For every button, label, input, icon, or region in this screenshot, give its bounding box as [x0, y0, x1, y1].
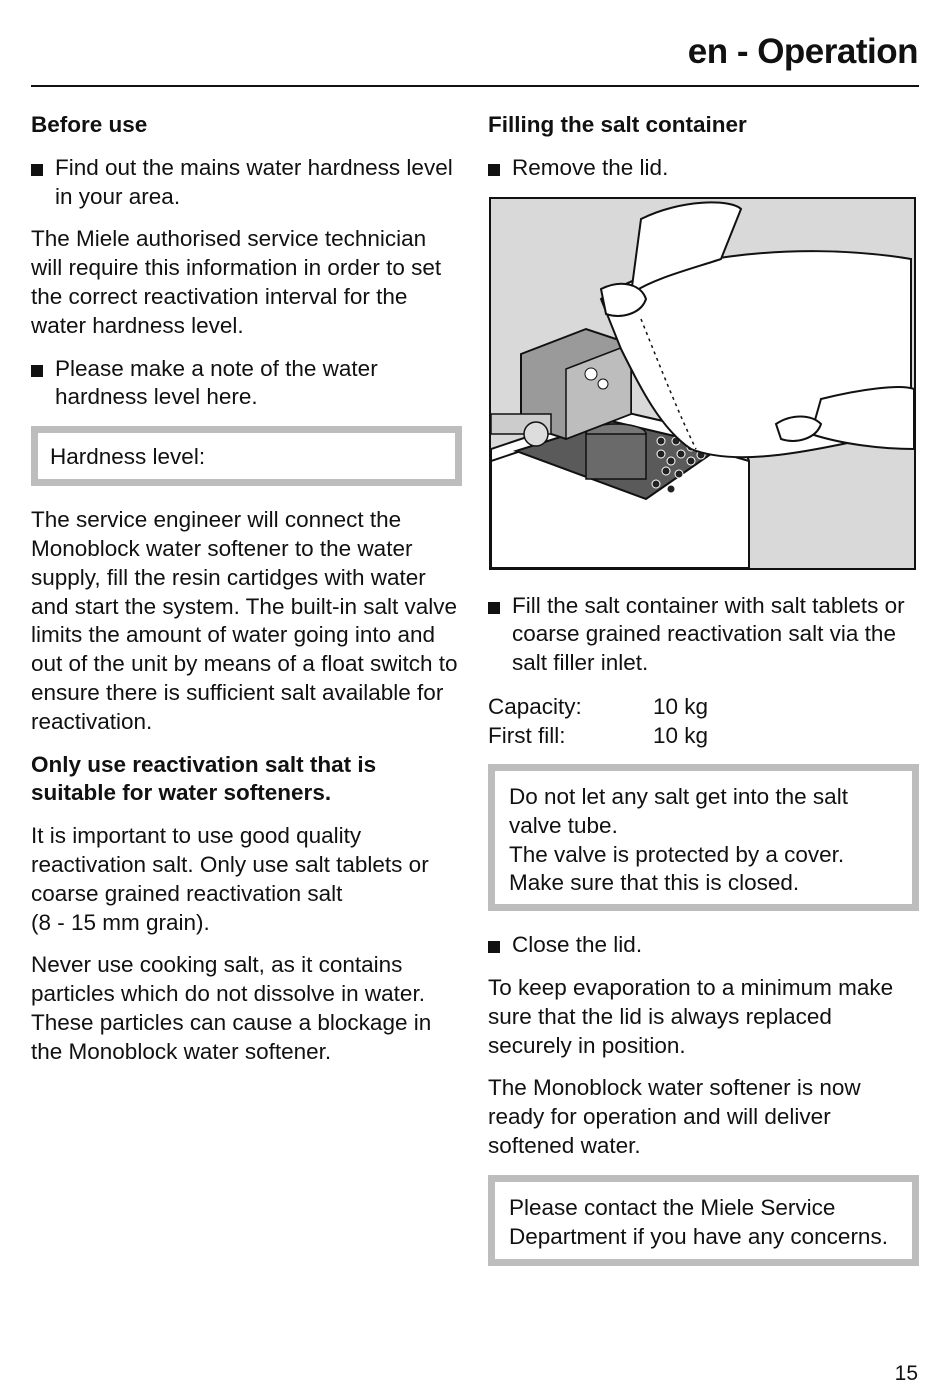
- evaporation-paragraph: To keep evaporation to a minimum make sure that the lid is always replaced securely in position.: [488, 974, 894, 1058]
- contact-service-box: [488, 1175, 919, 1267]
- bullet-square-icon: [488, 164, 500, 176]
- page-number: 15: [894, 1362, 918, 1385]
- capacity-specs: [488, 692, 920, 750]
- warning-text-line1: Do not let any salt get into the salt valve tube.: [509, 783, 848, 838]
- grain-size-text: (8 - 15 mm grain).: [31, 909, 210, 935]
- bullet-square-icon: [488, 941, 500, 953]
- spec-value: 10 kg: [653, 722, 709, 748]
- bullet-text: Please make a note of the water hardness level here.: [55, 355, 378, 410]
- technician-paragraph: The Miele authorised service technician will require this information in order to set the correct reactivation interval for the water hardness level.: [31, 226, 442, 338]
- bullet-square-icon: [31, 365, 43, 377]
- salt-quality-paragraph: [31, 822, 463, 937]
- contact-text: Please contact the Miele Service Department if you have any concerns.: [509, 1194, 888, 1249]
- page-section-title: en - Operation: [687, 32, 918, 71]
- hardness-level-label: Hardness level:: [50, 444, 206, 470]
- bullet-remove-lid: [488, 154, 920, 183]
- bullet-square-icon: [488, 602, 500, 614]
- salt-valve-warning-box: [488, 764, 919, 911]
- ready-paragraph: The Monoblock water softener is now ready for operation and will deliver softened water.: [488, 1075, 861, 1158]
- bullet-find-hardness: [31, 154, 463, 212]
- cooking-salt-warning: Never use cooking salt, as it contains particles which do not dissolve in water. These particles can cause a blockage in the Monoblock water softener.: [31, 952, 432, 1064]
- before-use-heading: Before use: [31, 112, 148, 137]
- spec-row-capacity: [488, 692, 920, 721]
- bullet-text: Remove the lid.: [512, 154, 669, 180]
- spec-label: First fill:: [488, 722, 566, 748]
- bullet-close-lid: [488, 931, 920, 960]
- bullet-text: Find out the mains water hardness level in your area.: [55, 154, 453, 209]
- header-divider: [31, 85, 919, 87]
- spec-value: 10 kg: [653, 693, 709, 719]
- salt-filling-illustration: [489, 197, 916, 570]
- left-column: [31, 108, 463, 1081]
- salt-quality-text: It is important to use good quality reactivation salt. Only use salt tablets or coarse grained reactivation salt: [31, 823, 429, 906]
- filling-salt-heading: Filling the salt container: [488, 112, 747, 137]
- salt-type-note: Only use reactivation salt that is suitable for water softeners.: [31, 751, 377, 806]
- right-column: [488, 108, 920, 1266]
- spec-row-first-fill: [488, 721, 920, 750]
- bullet-text: Fill the salt container with salt tablets or coarse grained reactivation salt via the salt filler inlet.: [512, 592, 905, 676]
- spec-label: Capacity:: [488, 693, 582, 719]
- bullet-square-icon: [31, 164, 43, 176]
- engineer-paragraph: The service engineer will connect the Monoblock water softener to the water supply, fill the resin cartidges with water and start the system. The built-in salt valve limits the amount of water going into and out of the unit by means of a float switch to ensure there is sufficient salt available for reactivation.: [31, 507, 458, 734]
- bullet-note-hardness: [31, 355, 463, 413]
- bullet-fill-salt: [488, 592, 920, 678]
- warning-text-line2: The valve is protected by a cover. Make sure that this is closed.: [509, 841, 845, 896]
- hardness-level-box: [31, 426, 462, 486]
- bullet-text: Close the lid.: [512, 932, 643, 958]
